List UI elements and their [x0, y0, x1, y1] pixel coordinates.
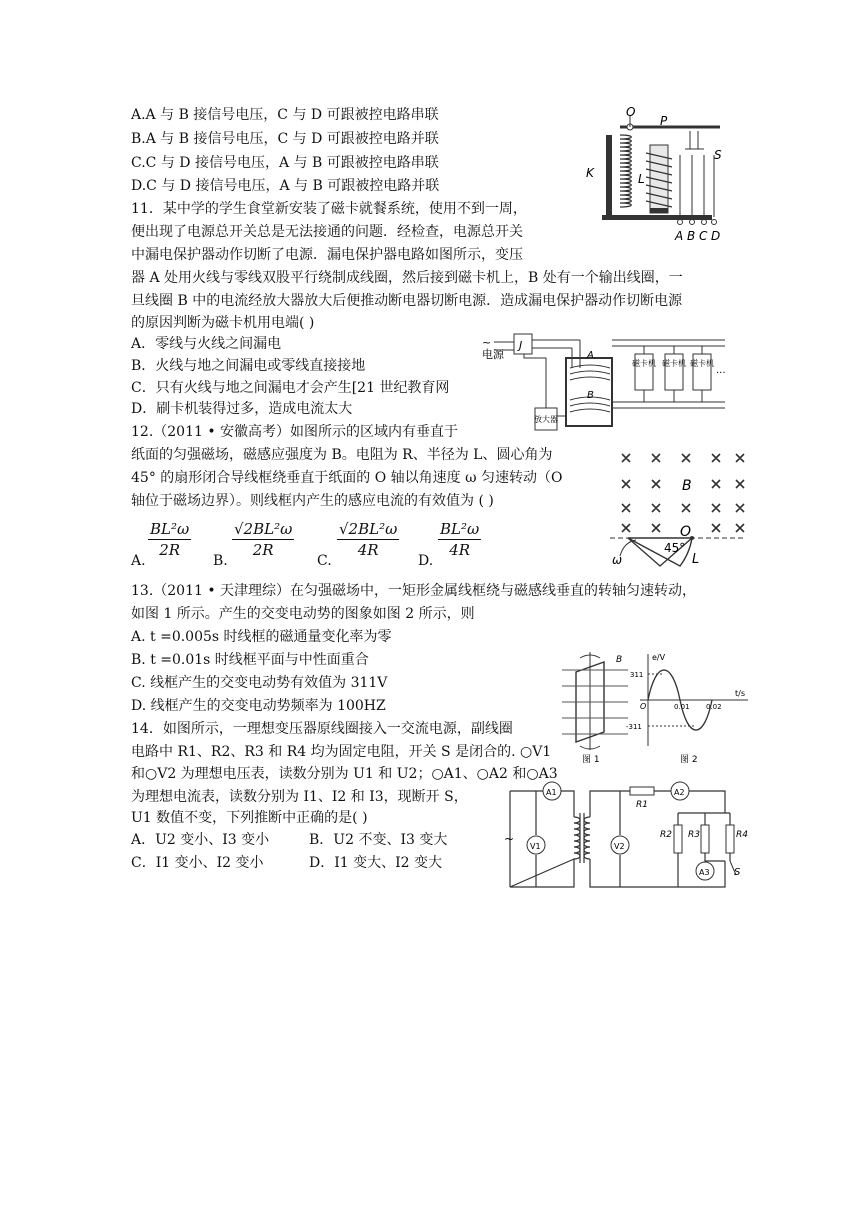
q13-option-b: B. t =0.01s 时线框平面与中性面重合	[131, 652, 369, 668]
relay-label-d: D	[711, 229, 721, 243]
ammeter-a3: A3	[699, 868, 710, 877]
ac-source-symbol: ~	[504, 832, 515, 846]
card-machine-ellipsis: ...	[716, 365, 726, 376]
q11-line-4: 器 A 处用火线与零线双股平行绕制成线圈，然后接到磁卡机上，B 处有一个输出线圈，一	[131, 270, 683, 286]
q12-option-d-fraction	[438, 520, 481, 559]
voltmeter-v1: V1	[530, 842, 541, 851]
ac-generator-figure	[560, 650, 750, 765]
q13-option-d: D. 线框产生的交变电动势频率为 100HZ	[131, 698, 386, 714]
leakage-protector-figure	[480, 328, 730, 438]
q12-option-a-label: A.	[131, 553, 146, 569]
fig2-origin: O	[640, 702, 647, 711]
q14-line-1: 14．如图所示，一理想变压器原线圈接入一交流电源，副线圈	[131, 721, 513, 737]
emf-graph	[626, 653, 748, 765]
omega-label: ω	[612, 553, 623, 567]
q11-line-5: 旦线圈 B 中的电流经放大器放大后便推动断电器切断电源．造成漏电保护器动作切断电源	[131, 293, 683, 309]
q10-option-a: A.A 与 B 接信号电压，C 与 D 可跟被控电路串联	[131, 107, 439, 123]
q14-line-5: U1 数值不变，下列推断中正确的是( )	[131, 810, 368, 826]
q11-line-2: 便出现了电源总开关总是无法接通的问题．经检查，电源总开关	[131, 224, 523, 240]
q12-option-c-denominator: 4R	[357, 541, 379, 559]
q14-line-3: 和○V2 为理想电压表，读数分别为 U1 和 U2；○A1、○A2 和○A3	[131, 766, 558, 782]
resistor-r1-label: R1	[636, 800, 648, 810]
resistor-r4-label: R4	[736, 830, 748, 840]
q14-option-d: D．I1 变大、I2 变大	[309, 855, 442, 871]
voltmeter-v2: V2	[614, 842, 625, 851]
q12-option-a-fraction	[148, 520, 191, 559]
card-machine-label-1: 磁卡机	[632, 359, 656, 368]
q12-option-d-numerator: BL²ω	[440, 520, 480, 538]
fig2-x-tick-2: 0.02	[706, 703, 722, 711]
q12-option-d-denominator: 4R	[449, 541, 471, 559]
q13-option-c: C. 线框产生的交变电动势有效值为 311V	[131, 675, 388, 691]
relay-label-l: L	[638, 172, 645, 186]
q12-option-c-fraction	[337, 520, 399, 559]
q13-line-1: 13.（2011 • 天津理综）在匀强磁场中，一矩形金属线框绕与磁感线垂直的转轴匀速转动，	[131, 583, 697, 599]
q12-option-c-label: C.	[317, 553, 332, 569]
relay-label-b: B	[687, 229, 696, 243]
q12-option-b-denominator: 2R	[252, 541, 274, 559]
relay-label-k: K	[586, 166, 594, 180]
q14-option-c: C．I1 变小、I2 变小	[131, 855, 264, 871]
fig2-y-min: -311	[626, 723, 642, 731]
amplifier-label: 放大器	[534, 415, 558, 424]
q12-option-d-label: D.	[418, 553, 434, 569]
q11-option-b: B．火线与地之间漏电或零线直接接地	[131, 358, 366, 374]
ammeter-a2: A2	[674, 788, 685, 797]
q11-line-1: 11．某中学的学生食堂新安装了磁卡就餐系统，使用不到一周，	[131, 201, 527, 217]
resistor-r3-label: R3	[688, 830, 700, 840]
axis-o-label: O	[680, 524, 692, 540]
transformer-circuit-figure	[500, 779, 750, 894]
q11-option-c: C．只有火线与地之间漏电才会产生[21 世纪教育网	[131, 380, 450, 396]
ac-source-symbol: ~	[482, 336, 492, 349]
fig2-x-label: t/s	[735, 689, 745, 698]
q12-line-1: 12.（2011 • 安徽高考）如图所示的区域内有垂直于	[131, 424, 459, 440]
q13-line-2: 如图 1 所示。产生的交变电动势的图象如图 2 所示，则	[131, 606, 475, 622]
q13-option-a: A. t =0.005s 时线框的磁通量变化率为零	[131, 629, 392, 645]
q12-option-a-denominator: 2R	[159, 541, 181, 559]
relay-label-c: C	[699, 229, 708, 243]
fig2-caption: 图 2	[680, 755, 698, 765]
q12-line-3: 45° 的扇形闭合导线框绕垂直于纸面的 O 轴以角速度 ω 匀速转动（O	[131, 470, 563, 486]
fig1-b-label: B	[616, 655, 623, 665]
q14-option-a: A．U2 变小、I3 变小	[131, 832, 270, 848]
angle-label: 45°	[664, 541, 686, 555]
q12-option-b-label: B.	[213, 553, 228, 569]
q10-option-c: C.C 与 D 接信号电压，A 与 B 可跟被控电路串联	[131, 155, 439, 171]
q12-option-b-fraction	[232, 520, 294, 559]
rotating-loop	[562, 652, 628, 765]
q11-option-d: D．刷卡机装得过多，造成电流太大	[131, 401, 353, 417]
q12-option-b-numerator: √2BL²ω	[234, 520, 293, 538]
q10-option-b: B.A 与 B 接信号电压，C 与 D 可跟被控电路并联	[131, 131, 439, 147]
power-source-label: 电源	[482, 348, 504, 361]
card-machine-label-2: 磁卡机	[662, 359, 686, 368]
switch-s-label: S	[734, 867, 741, 878]
relay-label-p: P	[660, 114, 668, 128]
relay-label-a: A	[675, 229, 684, 243]
relay-figure	[580, 105, 730, 245]
fig2-x-tick-1: 0.01	[674, 703, 690, 711]
card-machine-label-3: 磁卡机	[690, 359, 714, 368]
coil-b-label: B	[587, 390, 594, 401]
radius-l-label: L	[692, 552, 700, 567]
q12-option-a-numerator: BL²ω	[150, 520, 190, 538]
magnetic-field-figure	[610, 448, 745, 570]
q14-line-4: 为理想电流表，读数分别为 I1、I2 和 I3，现断开 S，	[131, 789, 468, 805]
switch-j-label: J	[519, 339, 523, 352]
q12-option-c-numerator: √2BL²ω	[339, 520, 398, 538]
q14-option-b: B．U2 不变、I3 变大	[309, 832, 448, 848]
field-b-label: B	[682, 478, 692, 494]
q11-line-3: 中漏电保护器动作切断了电源．漏电保护器电路如图所示，变压	[131, 247, 523, 263]
q14-line-2: 电路中 R1、R2、R3 和 R4 均为固定电阻，开关 S 是闭合的. ○V1	[131, 744, 552, 760]
q11-option-a: A．零线与火线之间漏电	[131, 336, 282, 352]
q12-line-2: 纸面的匀强磁场，磁感应强度为 B。电阻为 R、半径为 L、圆心角为	[131, 447, 553, 463]
q12-line-4: 轴位于磁场边界）。则线框内产生的感应电流的有效值为 ( )	[131, 493, 494, 509]
resistor-r2-label: R2	[660, 830, 672, 840]
q11-line-6: 的原因判断为磁卡机用电端( )	[131, 315, 315, 331]
fig2-y-max: 311	[630, 671, 644, 679]
fig2-y-label: e/V	[652, 653, 666, 662]
q10-option-d: D.C 与 D 接信号电压，A 与 B 可跟被控电路并联	[131, 178, 440, 194]
ammeter-a1: A1	[546, 788, 557, 797]
coil-a-label: A	[587, 350, 594, 361]
relay-label-o: O	[626, 105, 636, 119]
fig1-caption: 图 1	[582, 755, 600, 765]
relay-label-s: S	[714, 148, 722, 162]
